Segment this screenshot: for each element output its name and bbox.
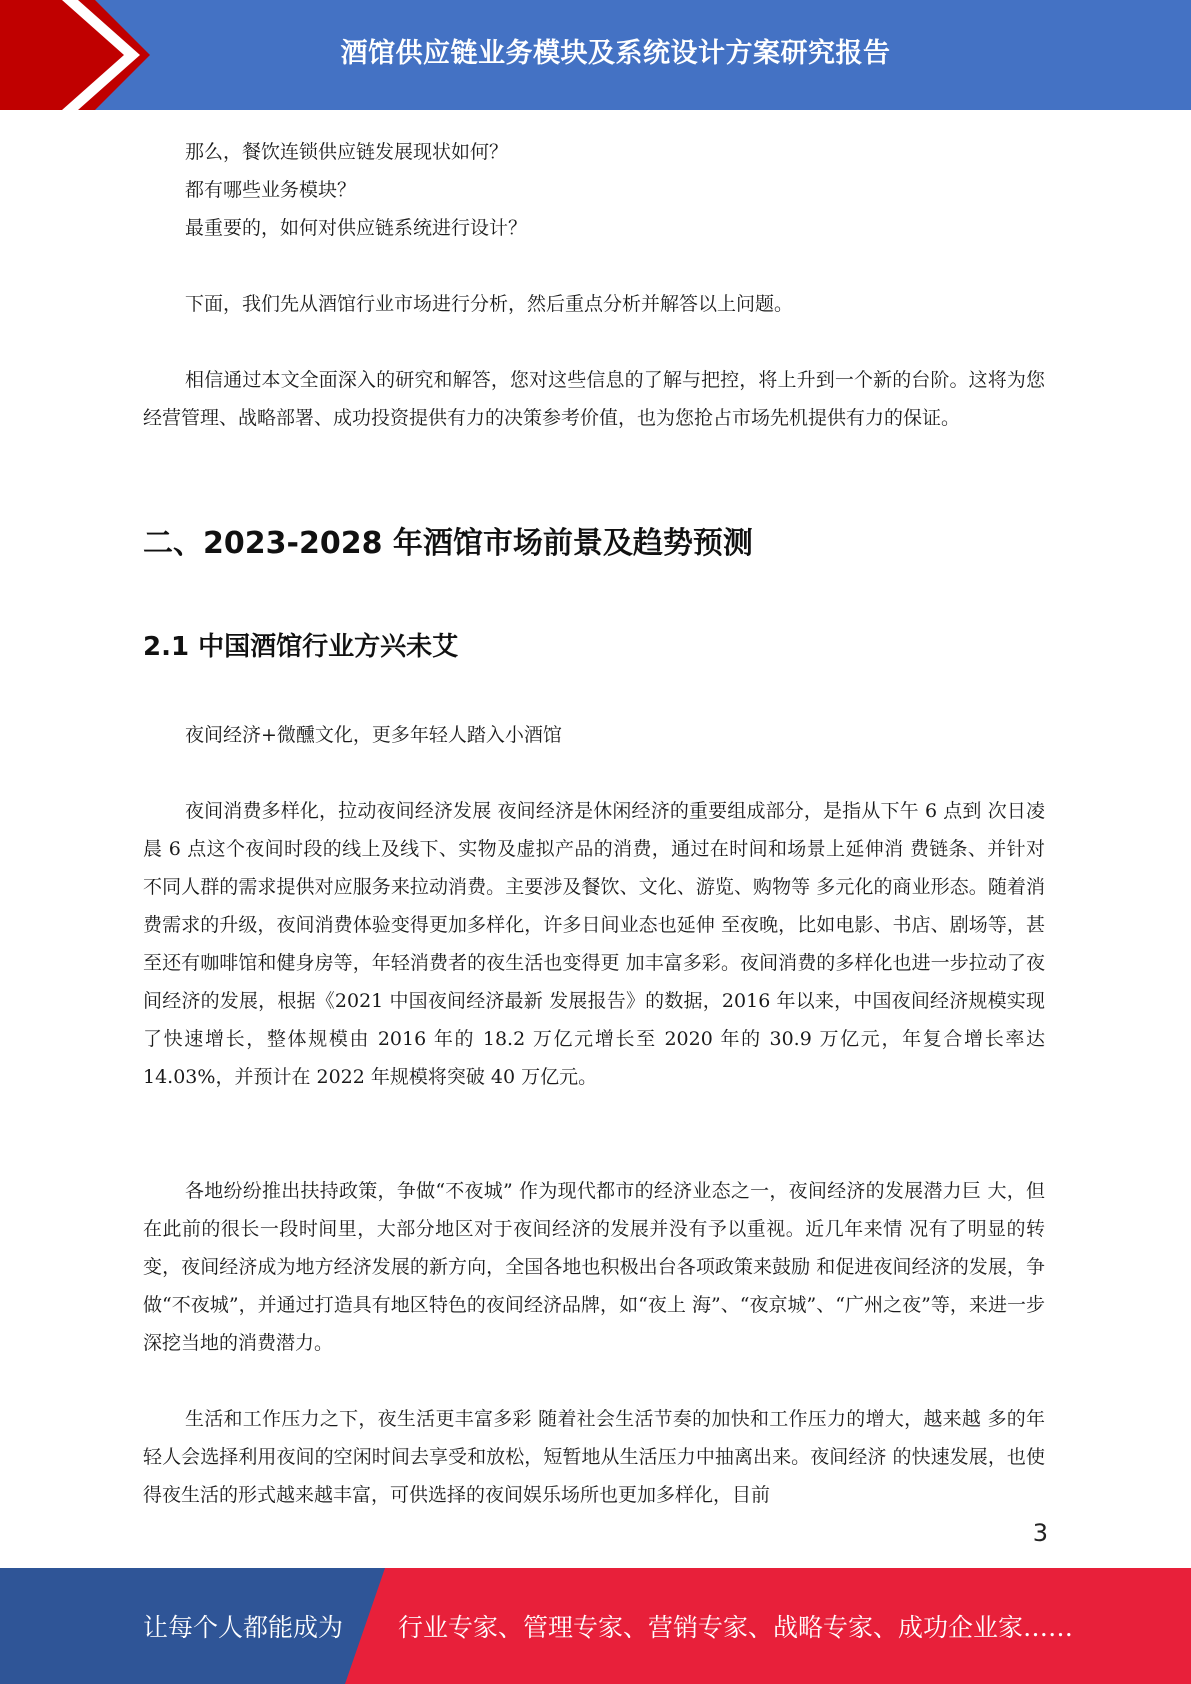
paragraph-question-1: 那么，餐饮连锁供应链发展现状如何？ xyxy=(185,141,509,163)
report-title: 酒馆供应链业务模块及系统设计方案研究报告 xyxy=(340,37,891,69)
footer-slogan-left: 让每个人都能成为 xyxy=(143,1613,344,1642)
footer-slogan-right: 行业专家、管理专家、营销专家、战略专家、成功企业家…… xyxy=(398,1613,1074,1642)
subsection-heading: 2.1 中国酒馆行业方兴未艾 xyxy=(143,632,459,662)
page-footer xyxy=(0,1568,1191,1684)
page-number: 3 xyxy=(1032,1519,1048,1547)
section-heading: 二、2023-2028 年酒馆市场前景及趋势预测 xyxy=(143,526,753,561)
paragraph-value: 相信通过本文全面深入的研究和解答，您对这些信息的了解与把控，将上升到一个新的台阶。这将为您经营管理、战略部署、成功投资提供有力的决策参考价值，也为您抢占市场先机提供有力的保证。 xyxy=(143,369,1045,429)
paragraph-intro: 下面，我们先从酒馆行业市场进行分析，然后重点分析并解答以上问题。 xyxy=(185,293,794,315)
paragraph-night-consumption: 夜间消费多样化，拉动夜间经济发展 夜间经济是休闲经济的重要组成部分，是指从下午 6 点到 次日凌晨 6 点这个夜间时段的线上及线下、实物及虚拟产品的消费，通过在时间和场景上延伸消 费链条、并针对不同人群的需求提供对应服务来拉动消费。主要涉及餐饮、文化、游览、购物等 多元化的商业形态。随着消费需求的升级，夜间消费体验变得更加多样化，许多日间业态也延伸 至夜晚，比如电影、书店、剧场等，甚至还有咖啡馆和健身房等，年轻消费者的夜生活也变得更 加丰富多彩。夜间消费的多样化也进一步拉动了夜间经济的发展，根据《2021 中国夜间经济最新 发展报告》的数据，2016 年以来，中国夜间经济规模实现了快速增长，整体规模由 2016 年的 18.2 万亿元增长至 2020 年的 30.9 万亿元，年复合增长率达 14.03%，并预计在 2022 年规模将突破 40 万亿元。 xyxy=(143,800,1045,1088)
paragraph-question-3: 最重要的，如何对供应链系统进行设计？ xyxy=(185,217,528,239)
page-header xyxy=(0,0,1191,110)
paragraph-nightlife: 生活和工作压力之下，夜生活更丰富多彩 随着社会生活节奏的加快和工作压力的增大，越来越 多的年轻人会选择利用夜间的空闲时间去享受和放松，短暂地从生活压力中抽离出来。夜间经济 的快速发展，也使得夜生活的形式越来越丰富，可供选择的夜间娱乐场所也更加多样化，目前 xyxy=(143,1408,1045,1506)
paragraph-policy: 各地纷纷推出扶持政策，争做“不夜城” 作为现代都市的经济业态之一，夜间经济的发展潜力巨 大，但在此前的很长一段时间里，大部分地区对于夜间经济的发展并没有予以重视。近几年来情 况有了明显的转变，夜间经济成为地方经济发展的新方向，全国各地也积极出台各项政策来鼓励 和促进夜间经济的发展，争做“不夜城”，并通过打造具有地区特色的夜间经济品牌，如“夜上 海”、“夜京城”、“广州之夜”等，来进一步深挖当地的消费潜力。 xyxy=(143,1180,1045,1354)
paragraph-question-2: 都有哪些业务模块？ xyxy=(185,179,357,201)
paragraph-night-economy: 夜间经济+微醺文化，更多年轻人踏入小酒馆 xyxy=(185,724,562,746)
header-arrow-decoration xyxy=(0,0,160,110)
